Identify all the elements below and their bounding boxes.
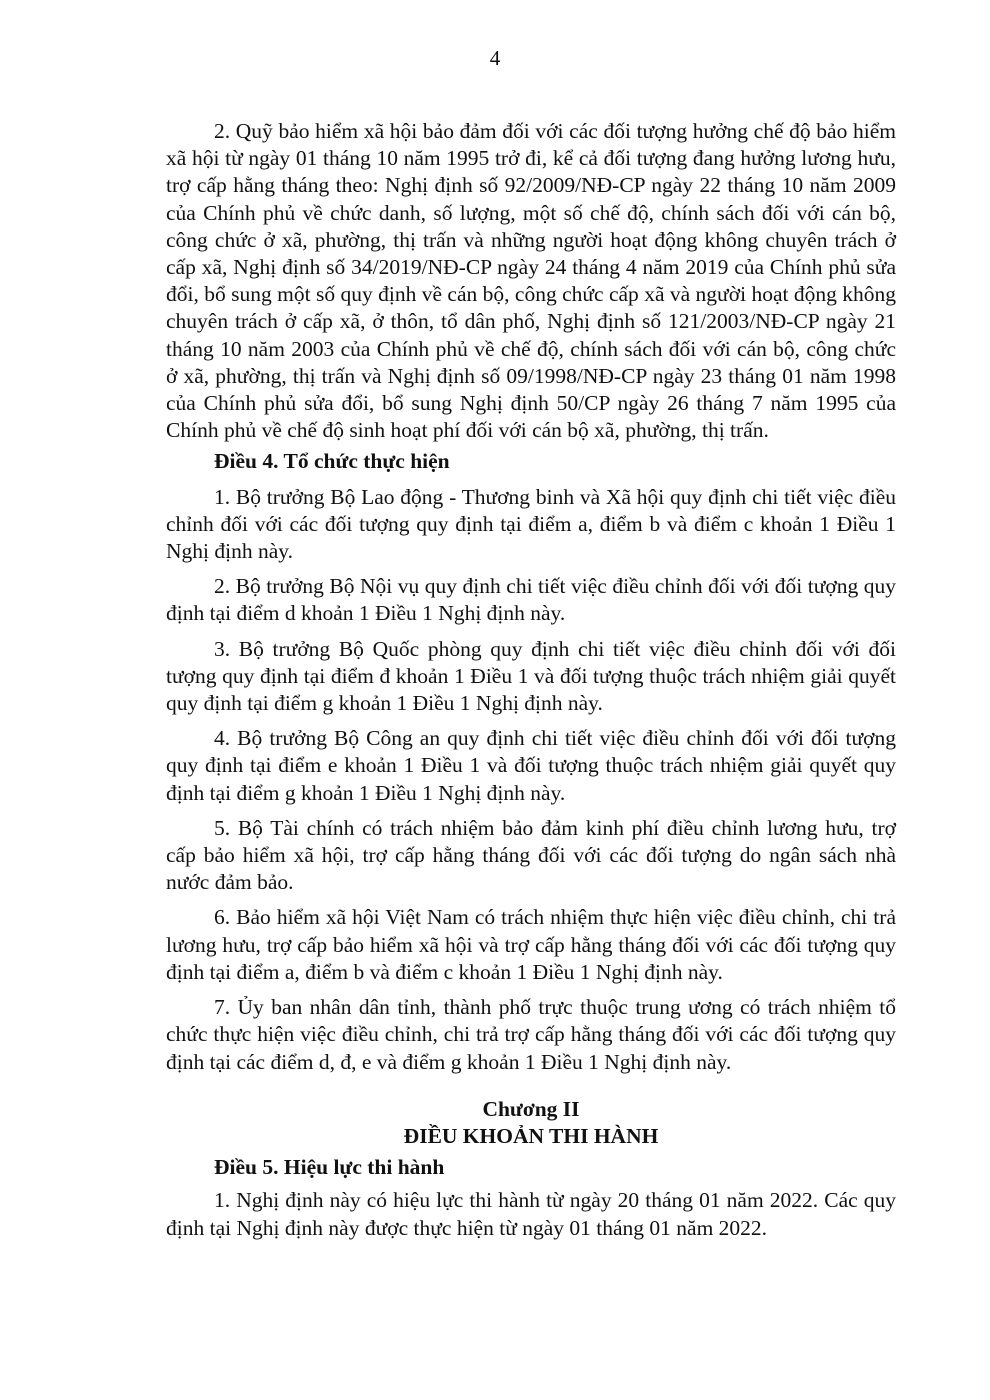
article3-clause-2: 2. Quỹ bảo hiểm xã hội bảo đảm đối với các đối tượng hưởng chế độ bảo hiểm xã hội từ ngày 01 tháng 10 năm 1995 trở đi, kể cả đối tượng đang hưởng lương hưu, trợ cấp hằng tháng theo: Nghị định số 92/2009/NĐ-CP ngày 22 tháng 10 năm 2009 của Chính phủ về chức danh, số lượng, một số chế độ, chính sách đối với cán bộ, công chức ở xã, phường, thị trấn và những người hoạt động không chuyên trách ở cấp xã, Nghị định số 34/2019/NĐ-CP ngày 24 tháng 4 năm 2019 của Chính phủ sửa đổi, bổ sung một số quy định về cán bộ, công chức cấp xã và người hoạt động không chuyên trách ở cấp xã, ở thôn, tổ dân phố, Nghị định số 121/2003/NĐ-CP ngày 21 tháng 10 năm 2003 của Chính phủ về chế độ, chính sách đối với cán bộ, công chức ở xã, phường, thị trấn và Nghị định số 09/1998/NĐ-CP ngày 23 tháng 01 năm 1998 của Chính phủ sửa đổi, bổ sung Nghị định 50/CP ngày 26 tháng 7 năm 1995 của Chính phủ về chế độ sinh hoạt phí đối với cán bộ xã, phường, thị trấn. bbox=[166, 119, 896, 443]
page-number: 4 bbox=[489, 46, 501, 70]
article4-clause-7: 7. Ủy ban nhân dân tỉnh, thành phố trực thuộc trung ương có trách nhiệm tổ chức thực hiện việc điều chỉnh, chi trả trợ cấp hằng tháng đối với các đối tượng quy định tại các điểm d, đ, e và điểm g khoản 1 Điều 1 Nghị định này. bbox=[166, 995, 896, 1074]
chapter-label: Chương II bbox=[482, 1096, 580, 1121]
chapter-header bbox=[166, 1096, 896, 1150]
article4-clause-1: 1. Bộ trưởng Bộ Lao động - Thương binh và Xã hội quy định chi tiết việc điều chỉnh đối với các đối tượng quy định tại điểm a, điểm b và điểm c khoản 1 Điều 1 Nghị định này. bbox=[166, 484, 896, 564]
article5-clause-1: 1. Nghị định này có hiệu lực thi hành từ ngày 20 tháng 01 năm 2022. Các quy định tại Nghị định này được thực hiện từ ngày 01 tháng 01 năm 2022. bbox=[166, 1188, 896, 1240]
chapter-title: ĐIỀU KHOẢN THI HÀNH bbox=[403, 1123, 659, 1148]
article4-clause-3: 3. Bộ trưởng Bộ Quốc phòng quy định chi tiết việc điều chỉnh đối với đối tượng quy định tại điểm đ khoản 1 Điều 1 và đối tượng thuộc trách nhiệm giải quyết quy định tại điểm g khoản 1 Điều 1 Nghị định này. bbox=[166, 636, 896, 716]
article4-clause-6: 6. Bảo hiểm xã hội Việt Nam có trách nhiệm thực hiện việc điều chỉnh, chi trả lương hưu, trợ cấp bảo hiểm xã hội và trợ cấp hằng tháng đối với các đối tượng quy định tại điểm a, điểm b và điểm c khoản 1 Điều 1 Nghị định này. bbox=[166, 905, 896, 984]
article4-clause-2: 2. Bộ trưởng Bộ Nội vụ quy định chi tiết việc điều chỉnh đối với đối tượng quy định tại điểm d khoản 1 Điều 1 Nghị định này. bbox=[166, 574, 896, 626]
article4-clause-4: 4. Bộ trưởng Bộ Công an quy định chi tiết việc điều chỉnh đối với đối tượng quy định tại điểm e khoản 1 Điều 1 và đối tượng thuộc trách nhiệm giải quyết quy định tại điểm g khoản 1 Điều 1 Nghị định này. bbox=[166, 726, 896, 805]
article5-heading: Điều 5. Hiệu lực thi hành bbox=[214, 1155, 445, 1180]
article4-heading: Điều 4. Tổ chức thực hiện bbox=[214, 449, 450, 474]
article4-clause-5: 5. Bộ Tài chính có trách nhiệm bảo đảm kinh phí điều chỉnh lương hưu, trợ cấp bảo hiểm xã hội, trợ cấp hằng tháng đối với các đối tượng do ngân sách nhà nước đảm bảo. bbox=[166, 815, 896, 895]
document-body bbox=[166, 118, 896, 1242]
